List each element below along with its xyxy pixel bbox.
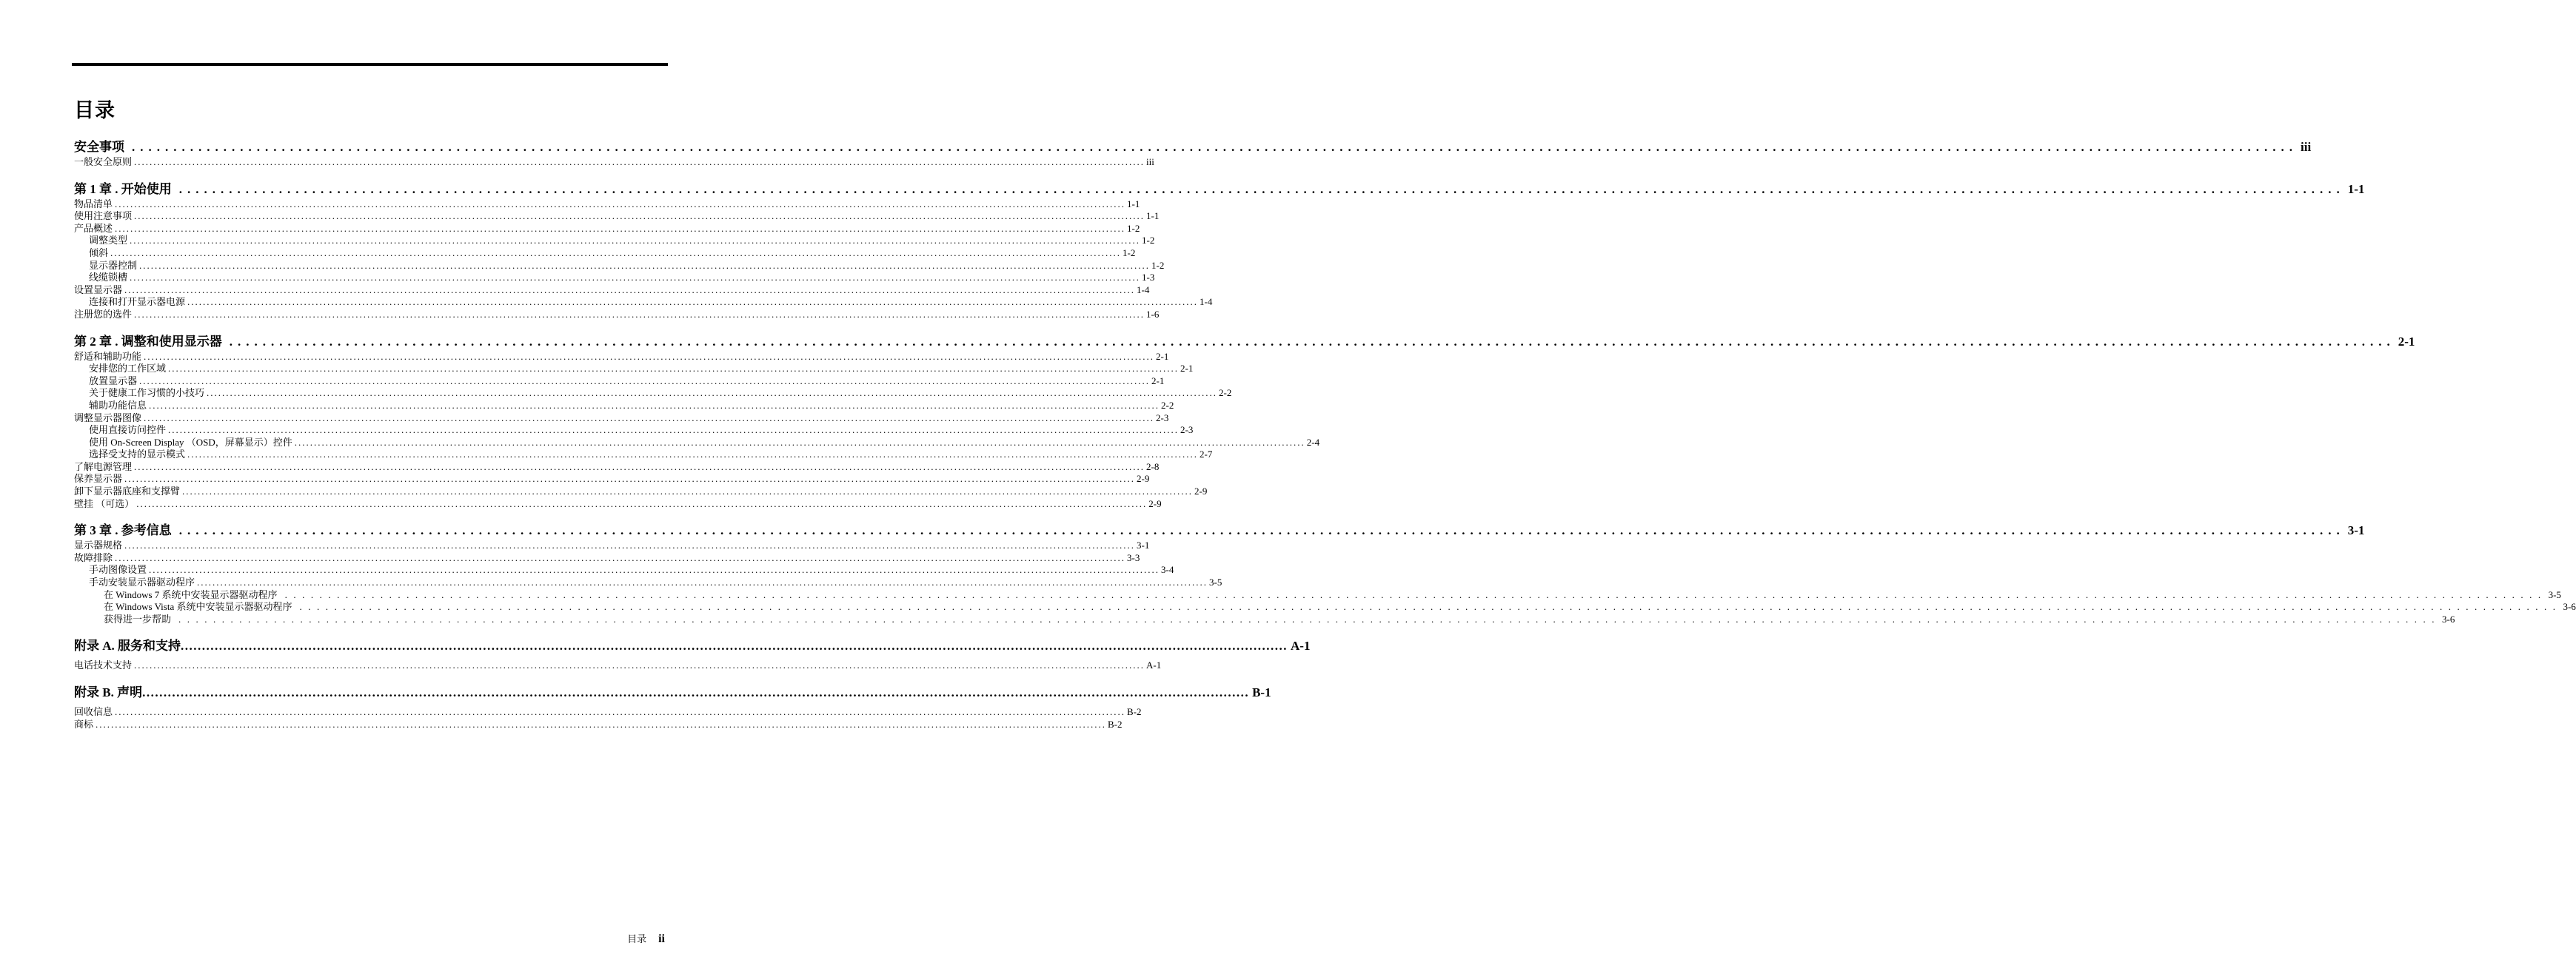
toc-entry[interactable] (74, 587, 2561, 600)
toc-entry-title: 使用 On-Screen Display （OSD，屏幕显示）控件 (89, 436, 292, 448)
toc-entry-title: 倾斜 (89, 246, 109, 258)
leader-dots: .................................................................................................................................................................................................................................................................... (139, 375, 1151, 386)
leader-dots: .................................................................................................................................................................................................................................................................... (96, 718, 1107, 730)
toc-entry-title: 获得进一步帮助 (104, 613, 172, 625)
leader-dots: .................................................................................................................................................................................................................................................................... (110, 246, 1122, 258)
toc-section-page: B-1 (1252, 685, 1271, 699)
leader-dots: .................................................................................................................................................................................................................................................................... (134, 308, 1145, 320)
toc-entry[interactable] (74, 349, 1169, 362)
leader-dots: .................................................................................................................................................................................................................................................................... (294, 436, 1305, 448)
toc-entry-page: 2-1 (1156, 350, 1169, 362)
toc-entry-page: 2-3 (1180, 424, 1194, 436)
toc-section-title: 第 1 章 . 开始使用 (74, 181, 172, 196)
toc-entry[interactable] (74, 306, 1160, 320)
leader-dots: .................................................................................................................................................................................................................................................................... (197, 577, 1208, 588)
toc-entry-page: 1-2 (1127, 222, 1140, 234)
toc-entry[interactable] (74, 704, 1142, 717)
toc-entry-title: 舒适和辅助功能 (74, 350, 142, 362)
toc-entry-page: 3-6 (2442, 613, 2455, 625)
toc-entry-page: 2-2 (1161, 399, 1174, 411)
toc-entry-title: 物品清单 (74, 198, 113, 209)
toc-entry-page: 1-2 (1151, 259, 1165, 271)
leader-dots: .................................................................................................................................................................................................................................................................... (299, 601, 2562, 613)
toc-entry-title: 了解电源管理 (74, 460, 133, 472)
toc-entry-page: 3-4 (1161, 564, 1174, 576)
toc-entry-page: 1-1 (1146, 210, 1160, 222)
toc-entry-page: B-2 (1108, 718, 1123, 730)
toc-entry-page: 3-5 (2548, 588, 2561, 600)
leader-dots: .................................................................................................................................................................................................................................................................... (124, 473, 1136, 485)
leader-dots: .................................................................................................................................................................................................................................................................... (187, 296, 1199, 308)
toc-entry[interactable] (74, 385, 1232, 399)
toc-entry-title: 安排您的工作区域 (89, 363, 167, 375)
toc-entry-page: 3-6 (2563, 601, 2576, 613)
leader-dots: .................................................................................................................................................................................................................................................................... (115, 198, 1126, 209)
toc-section-heading[interactable] (74, 331, 2415, 349)
toc-entry-title: 使用直接访问控件 (89, 424, 167, 436)
toc-entry[interactable] (74, 221, 1140, 234)
toc-section (74, 136, 2312, 167)
toc-entry-page: 2-9 (1148, 497, 1162, 509)
leader-dots: .................................................................................................................................................................................................................................................................... (134, 460, 1145, 472)
toc-entry[interactable] (74, 245, 1136, 258)
toc-entry-page: 3-1 (1137, 540, 1150, 551)
toc-entry-title: 电话技术支持 (74, 659, 133, 671)
toc-entry-page: 3-3 (1127, 551, 1140, 563)
toc-entry[interactable] (74, 360, 1194, 375)
toc-entry-title: 选择受支持的显示模式 (89, 449, 186, 460)
toc-entry-title: 放置显示器 (89, 375, 138, 386)
toc-entry-page: 2-9 (1194, 486, 1208, 497)
toc-entry[interactable] (74, 562, 1174, 576)
toc-entry[interactable] (74, 196, 1140, 209)
toc-entry-title: 显示器控制 (89, 259, 138, 271)
toc-entry[interactable] (74, 574, 1222, 588)
toc-entry[interactable] (74, 716, 1123, 730)
toc-entry[interactable] (74, 483, 1208, 497)
toc-section-page: iii (2301, 140, 2312, 154)
toc-section (74, 178, 2365, 320)
toc-entry-page: 1-3 (1142, 272, 1155, 283)
toc-entry[interactable] (74, 599, 2576, 613)
leader-dots: .................................................................................................................................................................................................................................................................... (142, 685, 1250, 699)
footer-page-number: ii (658, 933, 665, 945)
leader-dots: .................................................................................................................................................................................................................................................................... (207, 387, 1218, 399)
leader-dots: .................................................................................................................................................................................................................................................................... (115, 706, 1126, 717)
toc-entry-title: 手动安装显示器驱动程序 (89, 577, 195, 588)
footer-label: 目录 (627, 933, 647, 944)
toc-entry-title: 线缆锁槽 (89, 272, 128, 283)
toc-entry-title: 显示器规格 (74, 540, 123, 551)
toc-section-heading[interactable] (74, 682, 1271, 699)
toc-entry-page: 2-8 (1146, 460, 1160, 472)
toc-entry-title: 设置显示器 (74, 283, 123, 295)
leader-dots: .................................................................................................................................................................................................................................................................... (284, 588, 2547, 600)
toc-entry-title: 产品概述 (74, 222, 113, 234)
toc-entry-title: 在 Windows 7 系统中安装显示器驱动程序 (104, 588, 278, 600)
leader-dots: .................................................................................................................................................................................................................................................................... (130, 235, 1141, 246)
leader-dots: .................................................................................................................................................................................................................................................................... (182, 486, 1194, 497)
leader-dots: .................................................................................................................................................................................................................................................................... (136, 497, 1148, 509)
toc-entry[interactable] (74, 208, 1160, 222)
toc-entry-title: 辅助功能信息 (89, 399, 147, 411)
header-rule (72, 63, 668, 66)
leader-dots: .................................................................................................................................................................................................................................................................... (187, 449, 1199, 460)
toc-entry[interactable] (74, 657, 1162, 671)
toc-entry-title: 一般安全原则 (74, 156, 133, 167)
toc-entry[interactable] (74, 154, 1154, 167)
toc-entry-page: 2-4 (1306, 436, 1320, 448)
leader-dots: .................................................................................................................................................................................................................................................................... (168, 363, 1180, 375)
toc-entry-title: 故障排除 (74, 551, 113, 563)
toc-section-title: 第 3 章 . 参考信息 (74, 523, 172, 538)
leader-dots: .................................................................................................................................................................................................................................................................... (134, 156, 1145, 167)
toc-entry-title: 连接和打开显示器电源 (89, 296, 186, 308)
toc-entry[interactable] (74, 397, 1174, 411)
leader-dots: .................................................................................................................................................................................................................................................................... (115, 222, 1126, 234)
toc-section (74, 682, 1271, 730)
toc-section-title: 附录 A. 服务和支持 (74, 639, 181, 654)
toc-entry[interactable] (74, 282, 1150, 295)
toc-section-title: 安全事项 (74, 140, 124, 154)
toc-entry[interactable] (74, 550, 1140, 563)
toc-entry[interactable] (74, 496, 1162, 509)
toc-section-page: A-1 (1291, 639, 1311, 654)
leader-dots: .................................................................................................................................................................................................................................................................... (124, 283, 1136, 295)
toc-entry[interactable] (74, 422, 1194, 436)
toc-section-page: 3-1 (2347, 523, 2365, 538)
toc-entry-title: 卸下显示器底座和支撑臂 (74, 486, 181, 497)
toc-section (74, 331, 2415, 509)
toc-entry-page: 2-7 (1200, 449, 1213, 460)
toc-entry-title: 调整类型 (89, 235, 128, 246)
toc-section-page: 1-1 (2347, 181, 2365, 196)
toc-section-heading[interactable] (74, 178, 2365, 196)
toc-entry-title: 商标 (74, 718, 94, 730)
toc-entry-title: 调整显示器图像 (74, 412, 142, 423)
table-of-contents (74, 136, 2576, 740)
toc-entry-page: 1-1 (1127, 198, 1140, 209)
leader-dots: .................................................................................................................................................................................................................................................................... (149, 399, 1160, 411)
page-title: 目录 (74, 99, 116, 121)
leader-dots: .................................................................................................................................................................................................................................................................... (181, 639, 1288, 654)
toc-entry[interactable] (74, 410, 1169, 423)
toc-entry[interactable] (74, 232, 1155, 246)
toc-entry[interactable] (74, 471, 1150, 485)
leader-dots: .................................................................................................................................................................................................................................................................... (132, 140, 2298, 154)
toc-entry-page: 2-1 (1180, 363, 1194, 375)
leader-dots: .................................................................................................................................................................................................................................................................... (178, 523, 2345, 538)
leader-dots: .................................................................................................................................................................................................................................................................... (124, 540, 1136, 551)
toc-section-heading[interactable] (74, 136, 2312, 154)
toc-entry-title: 注册您的选件 (74, 308, 133, 320)
toc-entry-page: 1-4 (1137, 283, 1150, 295)
leader-dots: .................................................................................................................................................................................................................................................................... (115, 551, 1126, 563)
toc-entry[interactable] (74, 294, 1213, 308)
leader-dots: .................................................................................................................................................................................................................................................................... (134, 210, 1145, 222)
toc-section (74, 520, 2576, 625)
toc-entry-title: 关于健康工作习惯的小技巧 (89, 387, 205, 399)
leader-dots: .................................................................................................................................................................................................................................................................... (178, 613, 2441, 625)
toc-entry-title: 壁挂 （可选） (74, 497, 135, 509)
toc-entry-page: 1-2 (1123, 246, 1136, 258)
leader-dots: .................................................................................................................................................................................................................................................................... (168, 424, 1180, 436)
toc-entry-page: 2-1 (1151, 375, 1165, 386)
toc-section (74, 635, 1311, 671)
toc-entry-title: 在 Windows Vista 系统中安装显示器驱动程序 (104, 601, 292, 613)
toc-entry-page: A-1 (1146, 659, 1162, 671)
toc-entry-title: 手动图像设置 (89, 564, 147, 576)
leader-dots: .................................................................................................................................................................................................................................................................... (149, 564, 1160, 576)
leader-dots: .................................................................................................................................................................................................................................................................... (229, 334, 2395, 349)
leader-dots: .................................................................................................................................................................................................................................................................... (144, 350, 1155, 362)
toc-entry-page: 3-5 (1209, 577, 1222, 588)
toc-entry[interactable] (74, 434, 1320, 448)
toc-entry[interactable] (74, 269, 1155, 283)
toc-section-heading[interactable] (74, 635, 1311, 654)
page-footer (627, 931, 665, 946)
toc-entry-page: 2-3 (1156, 412, 1169, 423)
toc-entry-page: 1-4 (1200, 296, 1213, 308)
leader-dots: .................................................................................................................................................................................................................................................................... (178, 181, 2345, 196)
toc-entry-page: 2-9 (1137, 473, 1150, 485)
toc-entry-title: 回收信息 (74, 706, 113, 717)
toc-entry[interactable] (74, 537, 1150, 551)
toc-section-title: 第 2 章 . 调整和使用显示器 (74, 334, 222, 349)
toc-section-heading[interactable] (74, 520, 2365, 538)
toc-entry-page: 1-6 (1146, 308, 1160, 320)
toc-entry-page: B-2 (1127, 706, 1142, 717)
leader-dots: .................................................................................................................................................................................................................................................................... (130, 272, 1141, 283)
toc-entry-page: 2-2 (1219, 387, 1232, 399)
toc-entry-page: 1-2 (1142, 235, 1155, 246)
toc-entry[interactable] (74, 258, 1165, 271)
toc-section-title: 附录 B. 声明 (74, 685, 143, 699)
leader-dots: .................................................................................................................................................................................................................................................................... (144, 412, 1155, 423)
toc-entry[interactable] (74, 459, 1160, 472)
toc-entry[interactable] (74, 611, 2455, 625)
leader-dots: .................................................................................................................................................................................................................................................................... (134, 659, 1145, 671)
toc-entry-title: 使用注意事项 (74, 210, 133, 222)
toc-entry[interactable] (74, 373, 1165, 386)
toc-entry-page: iii (1146, 156, 1154, 167)
toc-entry[interactable] (74, 446, 1213, 460)
toc-section-page: 2-1 (2398, 334, 2415, 349)
toc-entry-title: 保养显示器 (74, 473, 123, 485)
leader-dots: .................................................................................................................................................................................................................................................................... (139, 259, 1151, 271)
